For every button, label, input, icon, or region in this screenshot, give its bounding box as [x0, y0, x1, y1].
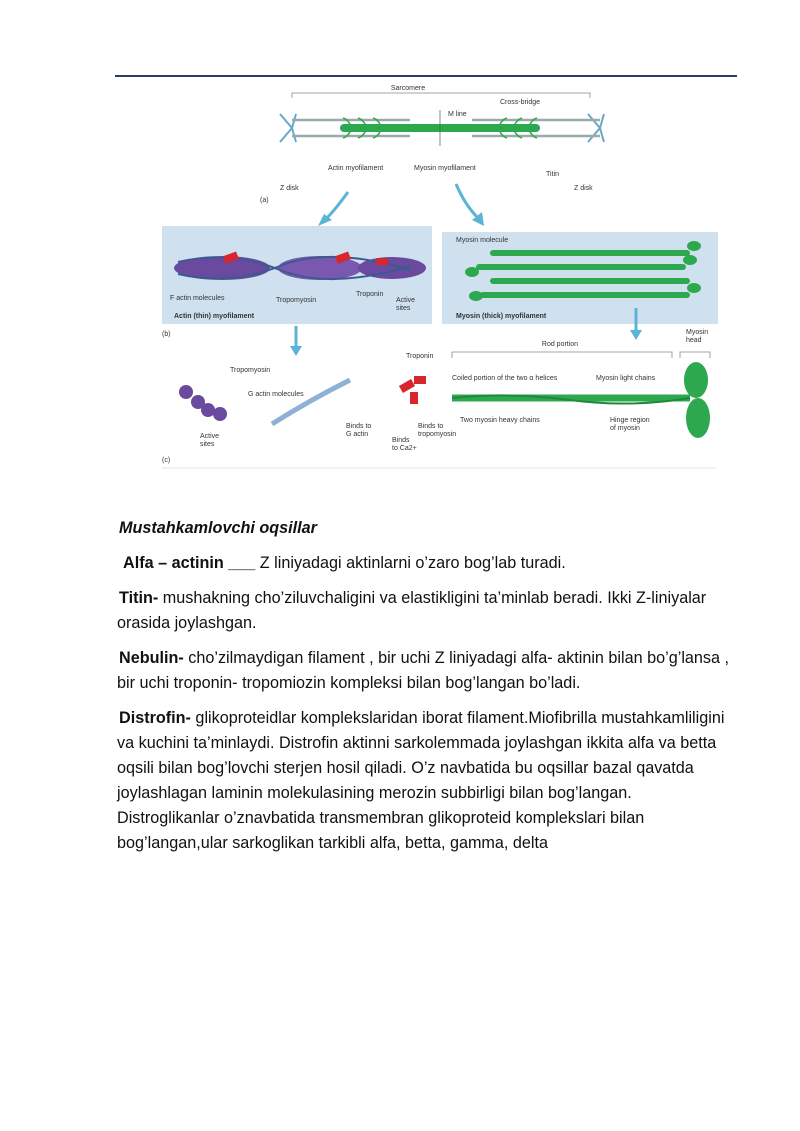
section-heading: Mustahkamlovchi oqsillar [119, 519, 317, 537]
paragraph-distrofin [117, 706, 737, 856]
z-disk-right-label: Z disk [574, 185, 593, 192]
binds-tropomyosin-label: Binds to tropomyosin [418, 423, 457, 438]
term-alfa-actinin: Alfa – actinin ___ [123, 554, 256, 572]
text-alfa-actinin: Z liniyadagi aktinlarni o’zaro bog’lab turadi. [255, 554, 566, 572]
titin-label: Titin [546, 171, 559, 178]
myosin-caption: Myosin (thick) myofilament [456, 313, 547, 320]
document-body [117, 516, 737, 866]
sarcomere-label: Sarcomere [390, 85, 426, 92]
m-line-label: M line [448, 111, 467, 118]
light-chains-label: Myosin light chains [596, 375, 656, 382]
text-titin: mushakning cho’ziluvchaligini va elastikligini ta’minlab beradi. Ikki Z-liniyalar orasida joylashgan. [117, 589, 707, 632]
text-nebulin: cho’zilmaydigan filament , bir uchi Z liniyadagi alfa- aktinin bilan bo’g’lansa , bir uchi troponin- tropomiozin kompleksi bilan bog’langan bo’ladi. [117, 649, 730, 692]
c-tropomyosin-label: Tropomyosin [230, 367, 271, 374]
troponin-label: Troponin [356, 291, 384, 298]
panel-b-actin [162, 226, 432, 338]
panel-a-label: (a) [260, 197, 269, 204]
panel-c [162, 329, 716, 468]
term-nebulin: Nebulin- [119, 649, 184, 667]
hinge-region-label: Hinge region of myosin [610, 417, 650, 432]
panel-a [260, 85, 604, 226]
active-sites-label: Active sites [396, 297, 416, 312]
coiled-portion-label: Coiled portion of the two α helices [452, 375, 558, 382]
paragraph-alfa-actinin [117, 551, 737, 576]
term-titin: Titin- [119, 589, 159, 607]
myosin-head-label: Myosin head [686, 329, 709, 344]
heavy-chains-label: Two myosin heavy chains [460, 417, 540, 424]
sarcomere-diagram [160, 80, 720, 472]
paragraph-titin [117, 586, 737, 636]
actin-myofilament-label: Actin myofilament [328, 165, 384, 172]
cross-bridge-label: Cross-bridge [500, 99, 541, 106]
binds-g-actin-label: Binds to G actin [346, 423, 372, 438]
c-active-sites-label: Active sites [200, 433, 220, 448]
term-distrofin: Distrofin- [119, 709, 191, 727]
top-rule [115, 75, 737, 77]
paragraph-nebulin [117, 646, 737, 696]
binds-ca-label: Binds to Ca2+ [392, 437, 417, 452]
panel-b-label: (b) [162, 331, 171, 338]
z-disk-left-label: Z disk [280, 185, 299, 192]
rod-portion-label: Rod portion [541, 341, 579, 348]
c-troponin-label: Troponin [406, 353, 434, 360]
text-distrofin: glikoproteidlar komplekslaridan iborat filament.Miofibrilla mustahkamliligini va kuchini ta’minlaydi. Distrofin aktinni sarkolemmada joylashgan ikkita alfa va betta oqsili bilan bog’lovchi sterjen hosil qiladi. O’z navbatida bu oqsillar bazal qavatda joylashlagan laminin molekulasining merozin subbirligi bilan bog’langan. Distroglikanlar o’znavbatida transmembran glikoproteid komplekslari bilan bog’langan,ular sarkoglikan tarkibli alfa, betta, gamma, delta [117, 709, 725, 852]
panel-c-label: (c) [162, 457, 171, 464]
g-actin-label: G actin molecules [248, 391, 304, 398]
actin-caption: Actin (thin) myofilament [174, 313, 255, 320]
f-actin-label: F actin molecules [170, 295, 225, 302]
sarcomere-figure [160, 80, 720, 472]
tropomyosin-label: Tropomyosin [276, 297, 317, 304]
myosin-molecule-label: Myosin molecule [456, 237, 509, 244]
myosin-myofilament-label: Myosin myofilament [414, 165, 476, 172]
